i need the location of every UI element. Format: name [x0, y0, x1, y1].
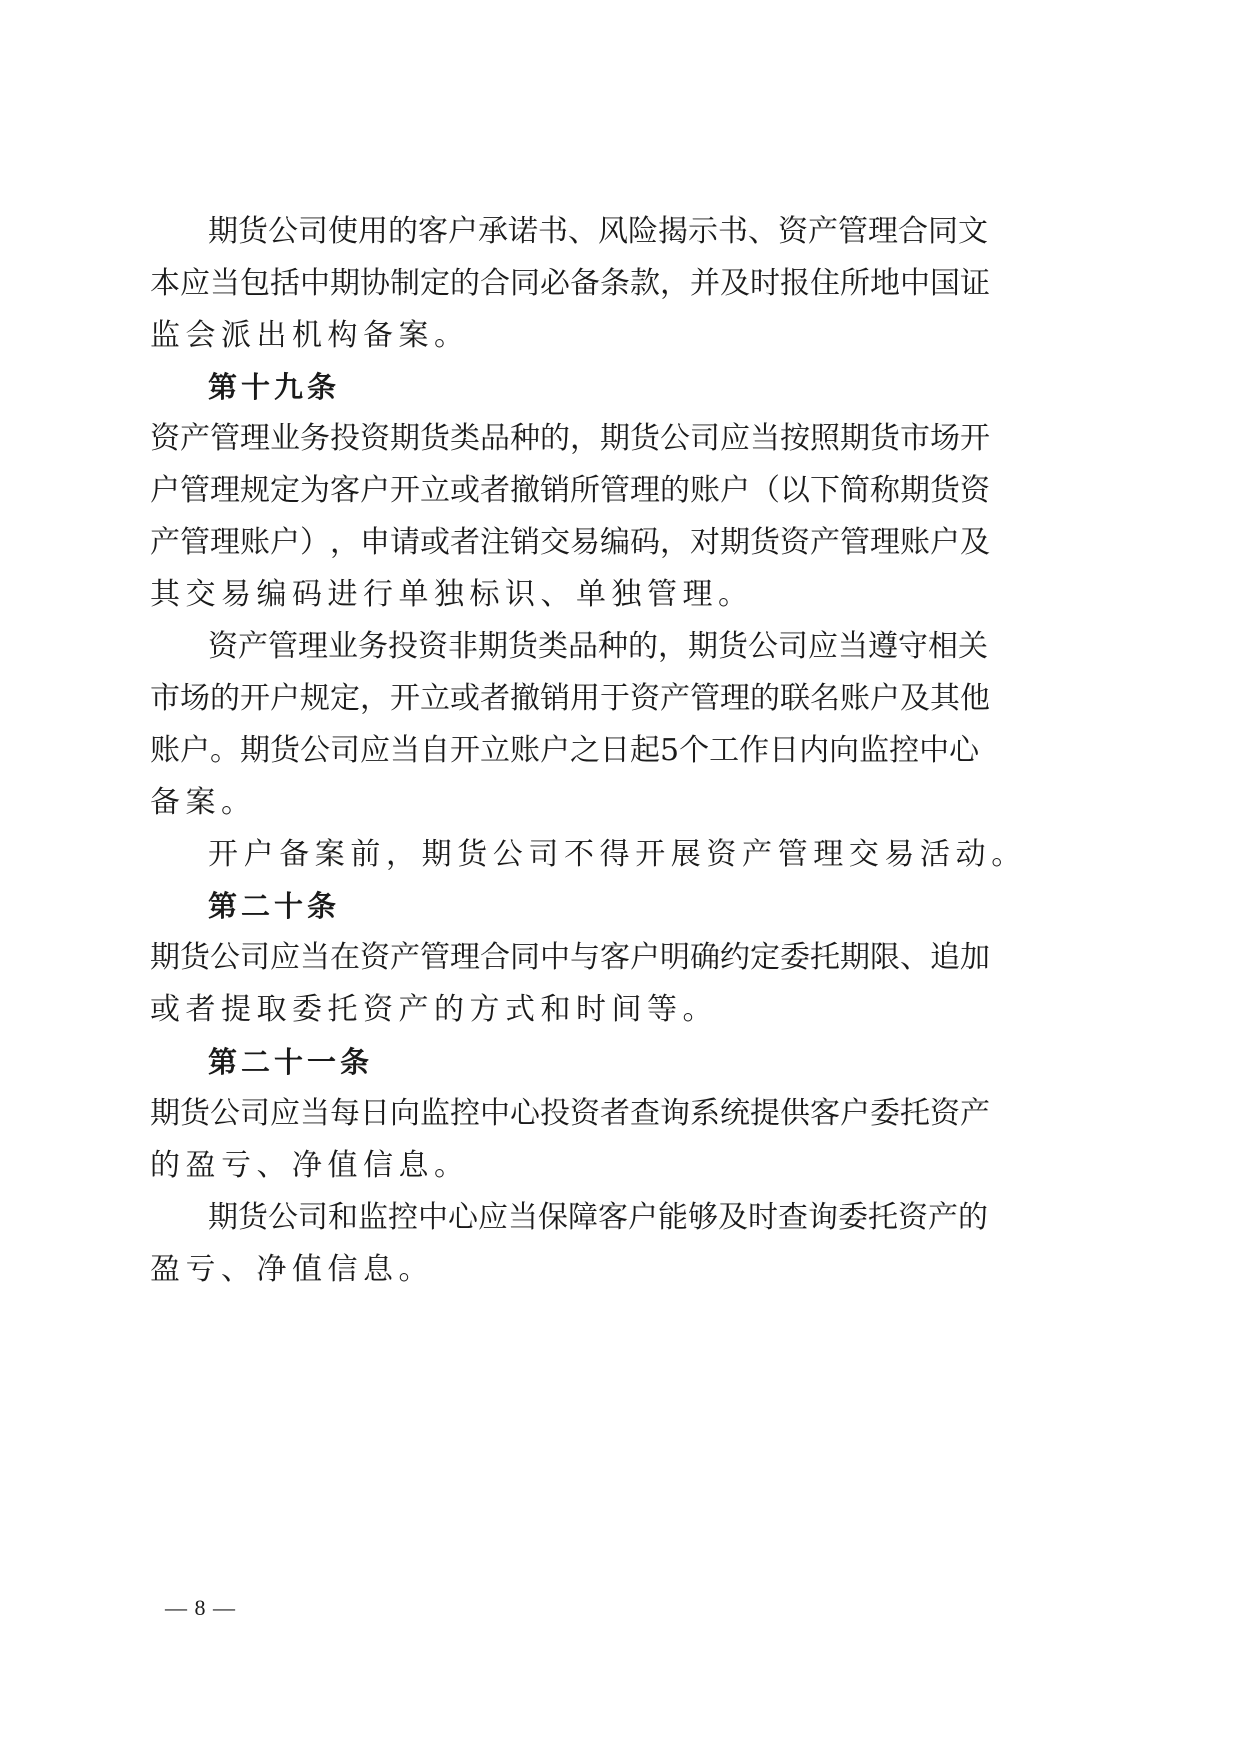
text-line: 期 货 公 司 应 当 每 日 向 监 控 中 心 投 资 者 查 询 系 统 提 供 客 户 委 托 资 产	[150, 1096, 990, 1131]
text-line: 监会派出机构备案。	[150, 318, 470, 353]
text-line: 其交易编码进行单独标识、单独管理。	[150, 577, 754, 612]
text-line: 盈亏、净值信息。	[150, 1252, 434, 1287]
article-heading: 第二十一条	[208, 1045, 374, 1079]
text-line: 产 管 理 账 户 ） ， 申 请 或 者 注 销 交 易 编 码 ， 对 期 货 资 产 管 理 账 户 及	[150, 525, 990, 560]
text-line: 本 应 当 包 括 中 期 协 制 定 的 合 同 必 备 条 款 ， 并 及 时 报 住 所 地 中 国 证	[150, 266, 990, 301]
text-line: 资 产 管 理 业 务 投 资 期 货 类 品 种 的 ， 期 货 公 司 应 当 按 照 期 货 市 场 开	[150, 421, 990, 456]
page-number: — 8 —	[165, 1595, 236, 1620]
text-line: 户 管 理 规 定 为 客 户 开 立 或 者 撤 销 所 管 理 的 账 户 （ 以 下 简 称 期 货 资	[150, 473, 990, 508]
text-line: 市 场 的 开 户 规 定 ， 开 立 或 者 撤 销 用 于 资 产 管 理 的 联 名 账 户 及 其 他	[150, 681, 990, 716]
text-line: 期 货 公 司 应 当 在 资 产 管 理 合 同 中 与 客 户 明 确 约 定 委 托 期 限 、 追 加	[150, 940, 990, 975]
text-line: 或者提取委托资产的方式和时间等。	[150, 992, 718, 1027]
text-line: 的盈亏、净值信息。	[150, 1148, 470, 1183]
article-heading: 第十九条	[208, 370, 341, 404]
article-heading: 第二十条	[208, 889, 341, 923]
text-line: 账 户 。 期 货 公 司 应 当 自 开 立 账 户 之 日 起 5 个 工 作 日 内 向 监 控 中 心	[150, 733, 980, 768]
text-line: 开户备案前，期货公司不得开展资产管理交易活动。	[208, 837, 1027, 872]
text-line: 资 产 管 理 业 务 投 资 非 期 货 类 品 种 的 ， 期 货 公 司 应 当 遵 守 相 关	[208, 629, 988, 664]
text-line: 备案。	[150, 785, 257, 820]
text-line: 期 货 公 司 和 监 控 中 心 应 当 保 障 客 户 能 够 及 时 查 询 委 托 资 产 的	[208, 1200, 988, 1235]
text-line: 期 货 公 司 使 用 的 客 户 承 诺 书 、 风 险 揭 示 书 、 资 产 管 理 合 同 文	[208, 214, 988, 249]
